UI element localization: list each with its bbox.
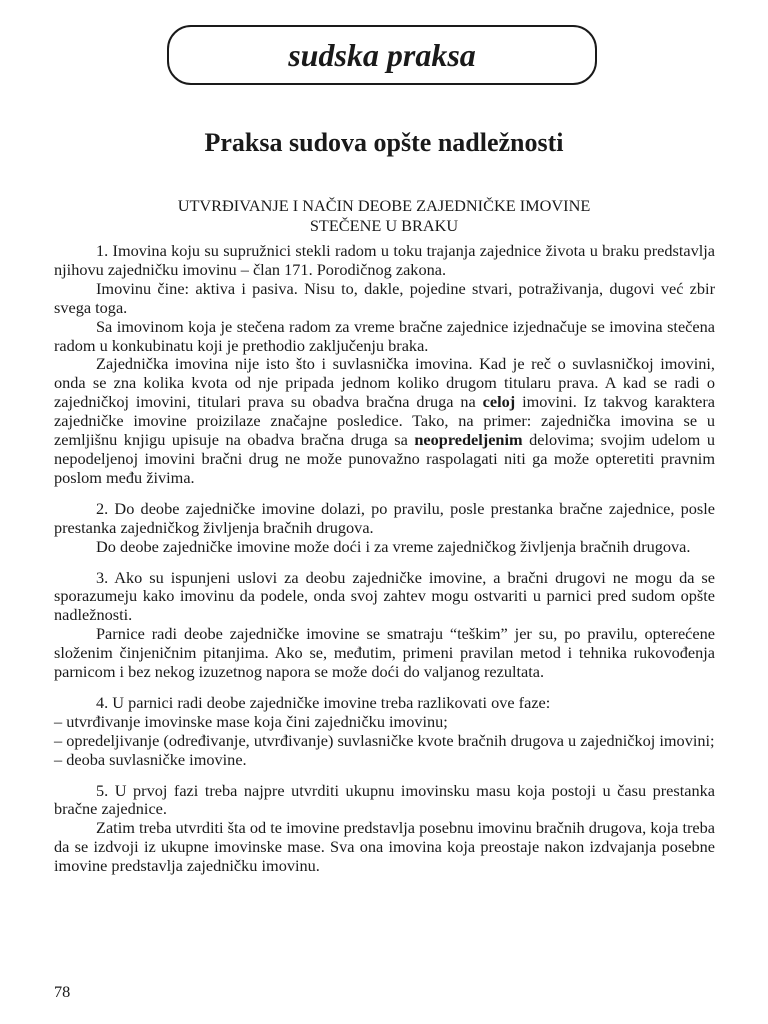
paragraph-5: 2. Do deobe zajedničke imovine dolazi, po pravilu, posle prestanka bračne zajednice, posle prestanka zajedničkog življenja bračnih drugova.	[54, 498, 715, 537]
paragraph-4-part-a: Zajednička imovina nije isto što i suvlasnička imovina. Kad je reč o suvlasničkoj imovini, onda se zna kolika kvota od nje pripada jednom koliko drugom titularu prava. A kad se radi o zajedničkoj imovini, titulari prava su obadva bračna druga na	[54, 354, 715, 412]
header-banner	[167, 25, 597, 85]
paragraph-9: 4. U parnici radi deobe zajedničke imovine treba razlikovati ove faze:	[96, 692, 551, 712]
paragraph-8: Parnice radi deobe zajedničke imovine se smatraju “teškim” jer su, po pravilu, opterećene složenim činjeničnim pitanjima. Ako se, međutim, primeni pravilan metod i tehnika rukovođenja parnicom i bez nekog izuzetnog napora se može doći do valjanog rezultata.	[54, 624, 715, 682]
paragraph-4-bold-1: celoj	[482, 392, 516, 412]
paragraph-10: 5. U prvoj fazi treba najpre utvrditi ukupnu imovinsku masu koja postoji u času prestanka bračne zajednice.	[54, 780, 715, 819]
dash-item-3: – deoba suvlasničke imovine.	[54, 749, 247, 769]
paragraph-4	[54, 355, 715, 487]
paragraph-2: Imovinu čine: aktiva i pasiva. Nisu to, dakle, pojedine stvari, potraživanja, dugovi već zbir svega toga.	[54, 278, 715, 317]
paragraph-3: Sa imovinom koja je stečena radom za vreme bračne zajednice izjednačuje se imovina stečena radom u konkubinatu koji je prethodio zaključenju braka.	[54, 316, 715, 355]
article-title-line-2: STEČENE U BRAKU	[309, 216, 459, 235]
header-title: sudska praksa	[288, 37, 476, 73]
dash-item-1: – utvrđivanje imovinske mase koja čini zajedničku imovinu;	[54, 711, 448, 731]
page-number: 78	[54, 982, 71, 1001]
block-gap	[54, 770, 715, 782]
article-body	[54, 242, 715, 876]
article-title	[90, 196, 678, 236]
paragraph-7: 3. Ako su ispunjeni uslovi za deobu zajedničke imovine, a bračni drugovi ne mogu da se sporazumeju kako imovinu da podele, onda svoj zahtev mogu ostvariti u parnici pred sudom opšte nadležnosti.	[54, 567, 715, 625]
dash-item-2: – opredeljivanje (određivanje, utvrđivanje) suvlasničke kvote bračnih drugova u zajedničkoj imovini;	[54, 730, 715, 750]
block-gap	[54, 488, 715, 500]
paragraph-6: Do deobe zajedničke imovine može doći i za vreme zajedničkog življenja bračnih drugova.	[96, 536, 691, 556]
paragraph-4-bold-2: neopredeljenim	[414, 430, 523, 450]
paragraph-4-part-c: delovima; svojim udelom u nepodeljenoj imovini bračni drug ne može punovažno raspolagati niti ga može opteretiti pravnim poslom među živima.	[54, 430, 715, 487]
paragraph-1: 1. Imovina koju su supružnici stekli radom u toku trajanja zajednice života u braku predstavlja njihovu zajedničku imovinu – član 171. Porodičnog zakona.	[54, 241, 715, 279]
article-title-line-1: UTVRĐIVANJE I NAČIN DEOBE ZAJEDNIČKE IMOVINE	[177, 196, 591, 215]
paragraph-11: Zatim treba utvrditi šta od te imovine predstavlja posebnu imovinu bračnih drugova, koja treba da se izdvoji iz ukupne imovinske mase. Sva ona imovina koja preostaje nakon izdvajanja posebne imovine predstavlja zajedničku imovinu.	[54, 818, 715, 876]
block-gap	[54, 557, 715, 569]
section-title: Praksa sudova opšte nadležnosti	[204, 128, 564, 157]
paragraph-4-part-b: imovini. Iz takvog karaktera zajedničke imovine proizilaze značajne posledice. Tako, na primer: zajednička imovina se u zemljišnu knjigu upisuje na obadva bračna druga sa	[54, 392, 715, 450]
